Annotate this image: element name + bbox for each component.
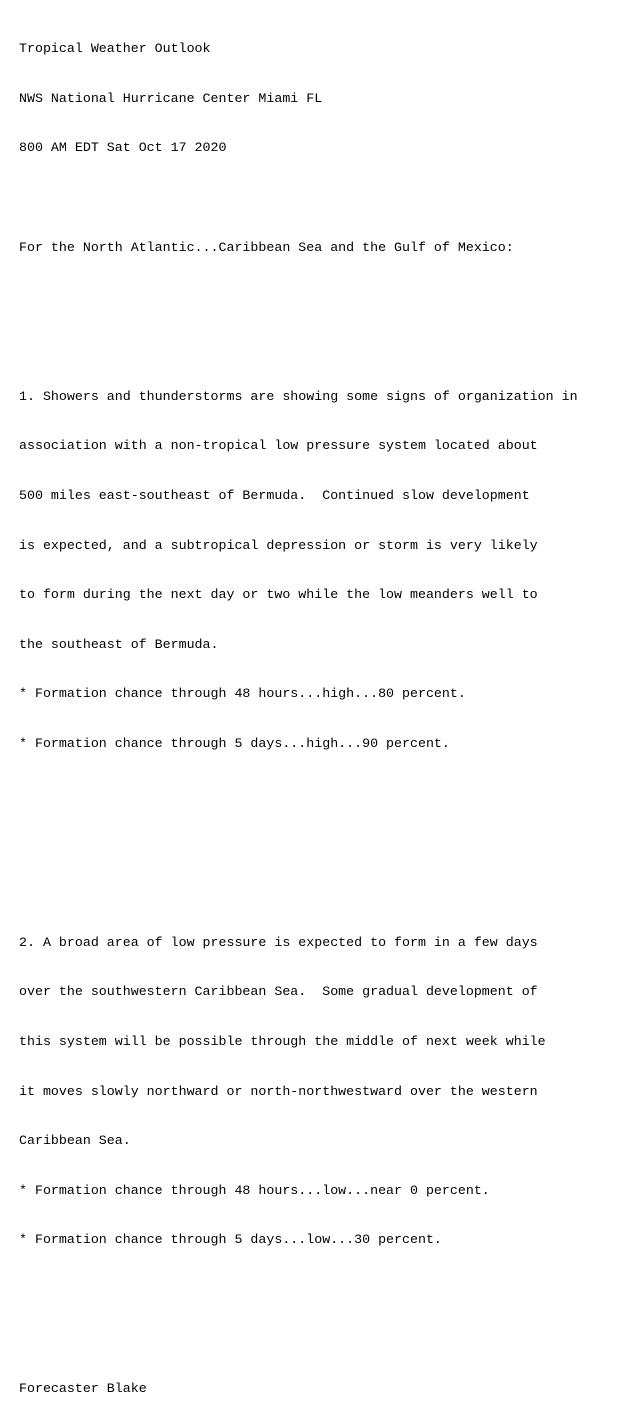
system-1-text-line: association with a non-tropical low pressure system located about <box>19 438 538 454</box>
spacer <box>19 190 615 207</box>
system-2-text-line: this system will be possible through the middle of next week while <box>19 1033 546 1049</box>
spacer <box>19 289 615 306</box>
system-2-text-line: 2. A broad area of low pressure is expected to form in a few days <box>19 934 538 950</box>
forecaster-signoff: Forecaster Blake <box>19 1381 147 1397</box>
issuing-office: NWS National Hurricane Center Miami FL <box>19 90 323 106</box>
system-2-chance-48h: * Formation chance through 48 hours...low...near 0 percent. <box>19 1182 490 1198</box>
system-2-text-line: Caribbean Sea. <box>19 1133 131 1149</box>
issue-time: 800 AM EDT Sat Oct 17 2020 <box>19 140 227 156</box>
system-2-chance-5d: * Formation chance through 5 days...low...30 percent. <box>19 1232 442 1248</box>
bulletin-title: Tropical Weather Outlook <box>19 41 211 57</box>
system-1-text-line: the southeast of Bermuda. <box>19 636 219 652</box>
region-intro: For the North Atlantic...Caribbean Sea and the Gulf of Mexico: <box>19 239 514 255</box>
system-2-section <box>19 902 615 1283</box>
tropical-weather-outlook-bulletin <box>19 8 615 1414</box>
system-1-chance-5d: * Formation chance through 5 days...high...90 percent. <box>19 736 450 752</box>
system-1-chance-48h: * Formation chance through 48 hours...high...80 percent. <box>19 686 466 702</box>
system-1-text-line: 1. Showers and thunderstorms are showing some signs of organization in <box>19 388 578 404</box>
spacer <box>19 835 615 852</box>
system-1-section <box>19 355 615 785</box>
system-1-text-line: is expected, and a subtropical depression or storm is very likely <box>19 537 538 553</box>
system-1-text-line: 500 miles east-southeast of Bermuda. Continued slow development <box>19 487 530 503</box>
system-2-text-line: it moves slowly northward or north-northwestward over the western <box>19 1083 538 1099</box>
system-2-text-line: over the southwestern Caribbean Sea. Some gradual development of <box>19 984 538 1000</box>
spacer <box>19 1332 615 1349</box>
system-1-text-line: to form during the next day or two while the low meanders well to <box>19 587 538 603</box>
